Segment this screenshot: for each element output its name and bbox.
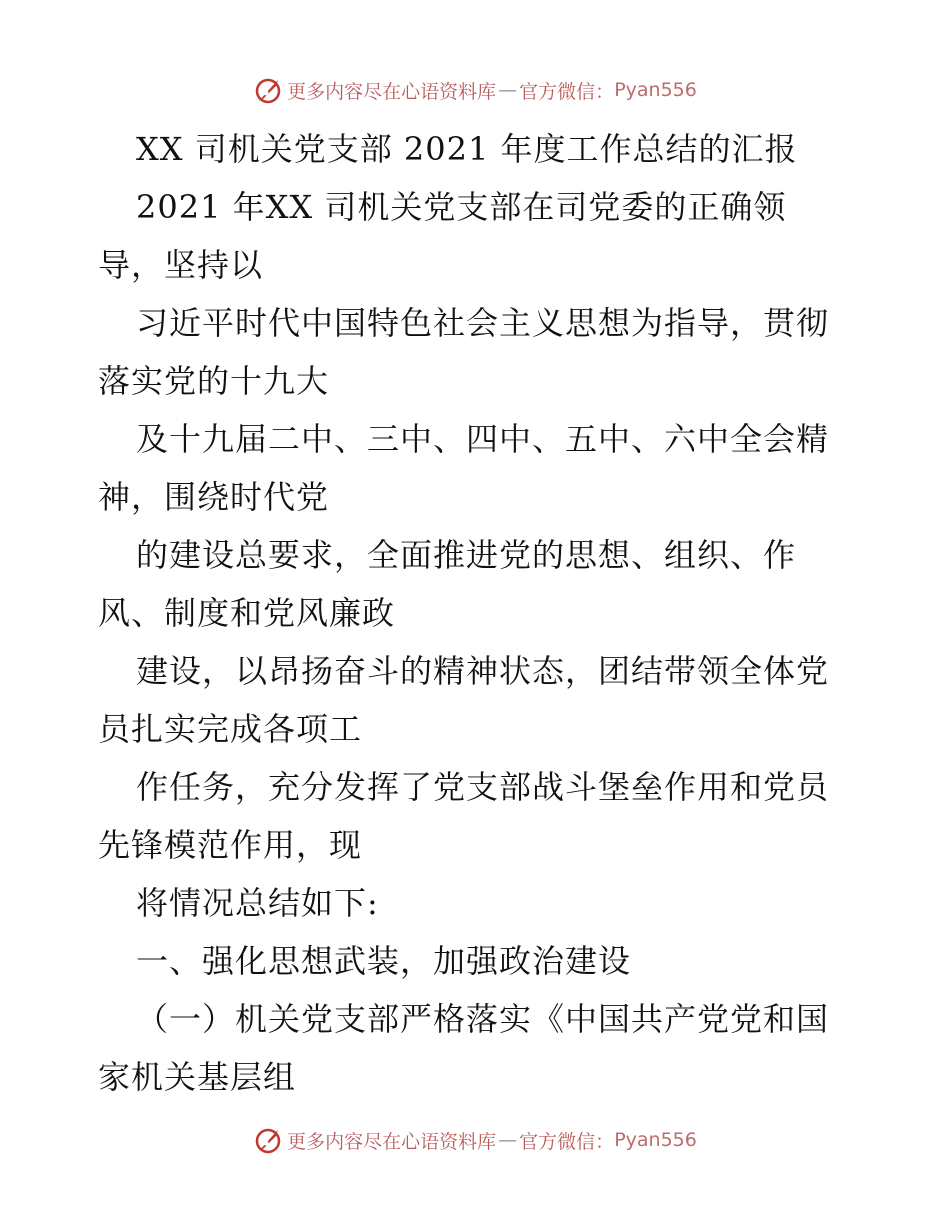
text-line: 作任务，充分发挥了党支部战斗堡垒作用和党员 bbox=[136, 768, 830, 806]
banner-text: 更多内容尽在心语资料库 bbox=[287, 1130, 497, 1153]
text-line: （一）机关党支部严格落实《中国共产党党和国 bbox=[136, 1000, 830, 1038]
text-line: 一、强化思想武装，加强政治建设 bbox=[136, 942, 632, 980]
banner-separator: — bbox=[498, 79, 518, 101]
watermark-banner-top bbox=[0, 70, 950, 110]
banner-wechat-label: 官方微信： bbox=[519, 1130, 615, 1153]
quill-logo-icon bbox=[253, 75, 283, 105]
text-line: 的建设总要求，全面推进党的思想、组织、作 bbox=[136, 536, 797, 574]
watermark-banner-bottom bbox=[0, 1120, 950, 1160]
document-body bbox=[98, 120, 858, 1106]
text-line: 先锋模范作用，现 bbox=[98, 826, 363, 864]
text-line: 建设，以昂扬奋斗的精神状态，团结带领全体党 bbox=[136, 652, 830, 690]
banner-text: 更多内容尽在心语资料库 bbox=[287, 80, 497, 103]
quill-logo-icon bbox=[253, 1125, 283, 1155]
text-line: 将情况总结如下: bbox=[136, 884, 379, 922]
text-line: 习近平时代中国特色社会主义思想为指导，贯彻 bbox=[136, 304, 830, 342]
text-line: 神，围绕时代党 bbox=[98, 478, 330, 516]
banner-wechat-id: Pyan556 bbox=[614, 1129, 697, 1151]
text-line: 落实党的十九大 bbox=[98, 362, 330, 400]
text-line: 风、制度和党风廉政 bbox=[98, 594, 396, 632]
banner-wechat-id: Pyan556 bbox=[614, 79, 697, 101]
banner-wechat-label: 官方微信： bbox=[519, 80, 615, 103]
text-line: 家机关基层组 bbox=[98, 1058, 297, 1096]
text-line: 导，坚持以 bbox=[98, 246, 264, 284]
text-line: 及十九届二中、三中、四中、五中、六中全会精 bbox=[136, 420, 830, 458]
banner-separator: — bbox=[498, 1129, 518, 1151]
text-line: 2021 年XX 司机关党支部在司党委的正确领 bbox=[136, 188, 787, 226]
text-line: 员扎实完成各项工 bbox=[98, 710, 363, 748]
document-title: XX 司机关党支部 2021 年度工作总结的汇报 bbox=[136, 130, 798, 168]
